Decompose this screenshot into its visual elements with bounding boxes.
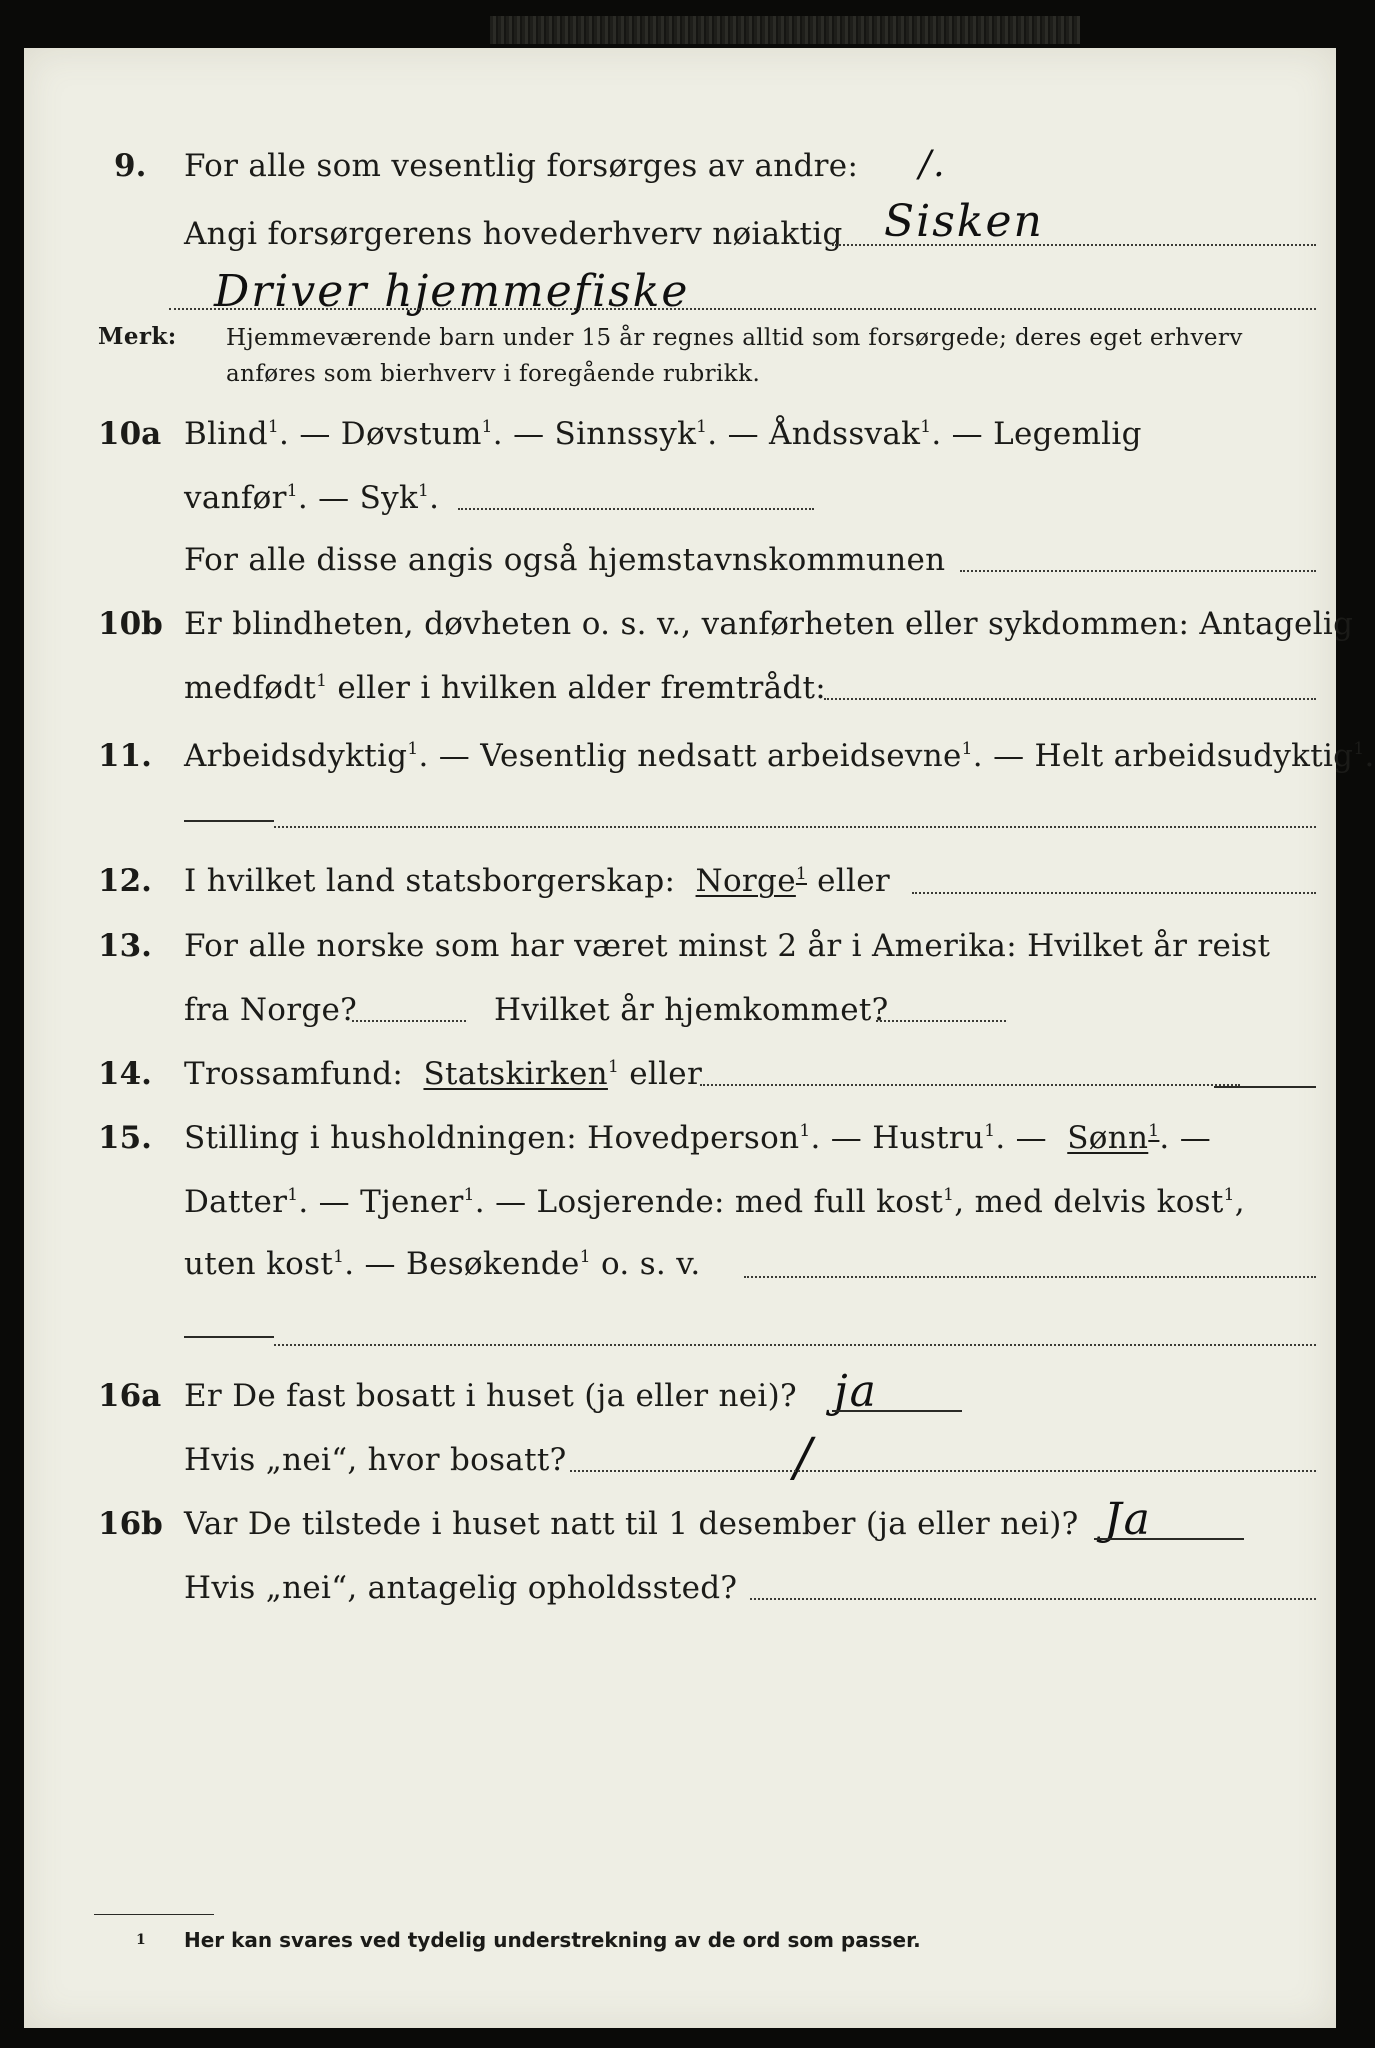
q11-underline-short [184,820,274,822]
q13-line2a: fra Norge? [184,992,358,1028]
q12-answer-norge: Norge [695,863,796,899]
footnote-text: Her kan svares ved tydelig understrekning av de ord som passer. [184,1928,921,1952]
census-form-page [24,48,1375,2028]
q9-line1: For alle som vesentlig forsørges av andre: [184,148,859,184]
footnote-mark: 1 [136,1932,146,1948]
q12-number: 12. [98,863,152,899]
q9-handwritten-1: Sisken [884,196,1044,247]
q15-answer-sonn: Sønn [1067,1120,1149,1156]
q9-mark: /. [919,144,947,185]
merk-line1: Hjemmeværende barn under 15 år regnes alltid som forsørgede; deres eget erhverv [226,325,1243,351]
q13-hjemkommet-line [876,1020,1006,1022]
q10a-syk-line [458,508,814,510]
q15-extra-line [274,1344,1316,1346]
merk-label: Merk: [98,323,177,350]
q15-line3: uten kost$^1$. — Besøkende$^1$ o. s. v. [184,1246,701,1282]
q10b-answer-line [824,698,1316,700]
q16a-answer-line [832,1410,962,1412]
q14-answer-line [700,1084,1240,1086]
q10b-line1: Er blindheten, døvheten o. s. v., vanførheten eller sykdommen: Antagelig [184,606,1354,642]
q16a-ditto-mark: / [794,1428,814,1488]
q13-line1: For alle norske som har været minst 2 år i Amerika: Hvilket år reist [184,928,1271,964]
q10a-line1: Blind$^1$. — Døvstum$^1$. — Sinnssyk$^1$. — Åndssvak$^1$. — Legemlig [184,416,1142,452]
q13-number: 13. [98,928,152,964]
q13-line2b: Hvilket år hjemkommet? [494,992,889,1028]
q14-answer-statskirken: Statskirken [423,1056,608,1092]
scan-top-edge [490,16,1080,44]
q16a-line2: Hvis „nei“, hvor bosatt? [184,1442,567,1478]
q15-underline-short [184,1336,274,1338]
q16a-answer: ja [834,1366,878,1417]
q16a-line1: Er De fast bosatt i huset (ja eller nei)? [184,1378,797,1414]
q10a-hjemstavn-line [960,570,1316,572]
q16a-number: 16a [98,1378,162,1414]
q15-line2: Datter$^1$. — Tjener$^1$. — Losjerende: med full kost$^1$, med delvis kost$^1$, [184,1184,1245,1220]
q10b-number: 10b [98,606,163,642]
footnote-rule [94,1914,214,1915]
q10a-number: 10a [98,416,162,452]
q14-number: 14. [98,1056,152,1092]
q15-line1: Stilling i husholdningen: Hovedperson$^1$. — Hustru$^1$. — Sønn$^1$. — [184,1120,1212,1156]
q9-number: 9. [114,148,147,184]
q16b-line1: Var De tilstede i huset natt til 1 desember (ja eller nei)? [184,1506,1079,1542]
q10a-blind: Blind [184,416,268,452]
merk-line2: anføres som bierhverv i foregående rubrikk. [226,361,761,387]
q11-number: 11. [98,738,152,774]
q16b-answer-line [1094,1538,1244,1540]
q11-answer-line [274,826,1316,828]
q9-line2: Angi forsørgerens hovederhverv nøiaktig [184,216,843,252]
q16b-line2: Hvis „nei“, antagelig opholdssted? [184,1570,738,1606]
q16a-bosatt-line [570,1470,1316,1472]
q9-handwritten-2: Driver hjemmefiske [214,266,690,317]
q14-line: Trossamfund: Statskirken$^1$ eller [184,1056,703,1092]
q16b-answer: Ja [1104,1494,1152,1545]
q11-line: Arbeidsdyktig$^1$. — Vesentlig nedsatt arbeidsevne$^1$. — Helt arbeidsudyktig$^1$. [184,738,1375,774]
q10a-line3: For alle disse angis også hjemstavnskommunen [184,542,946,578]
q10a-line2: vanfør$^1$. — Syk$^1$. [184,480,440,516]
q14-answer-line-end [1214,1086,1316,1088]
q9-answer-line-2 [169,308,1316,310]
q15-number: 15. [98,1120,152,1156]
q10b-line2: medfødt$^1$ eller i hvilken alder fremtrådt: [184,670,827,706]
q12-line: I hvilket land statsborgerskap: Norge$^1$ eller [184,863,890,899]
q13-reist-line [352,1020,466,1022]
q16b-number: 16b [98,1506,163,1542]
q15-answer-line [744,1276,1316,1278]
q16b-opholdssted-line [750,1598,1316,1600]
q12-answer-line [912,892,1316,894]
